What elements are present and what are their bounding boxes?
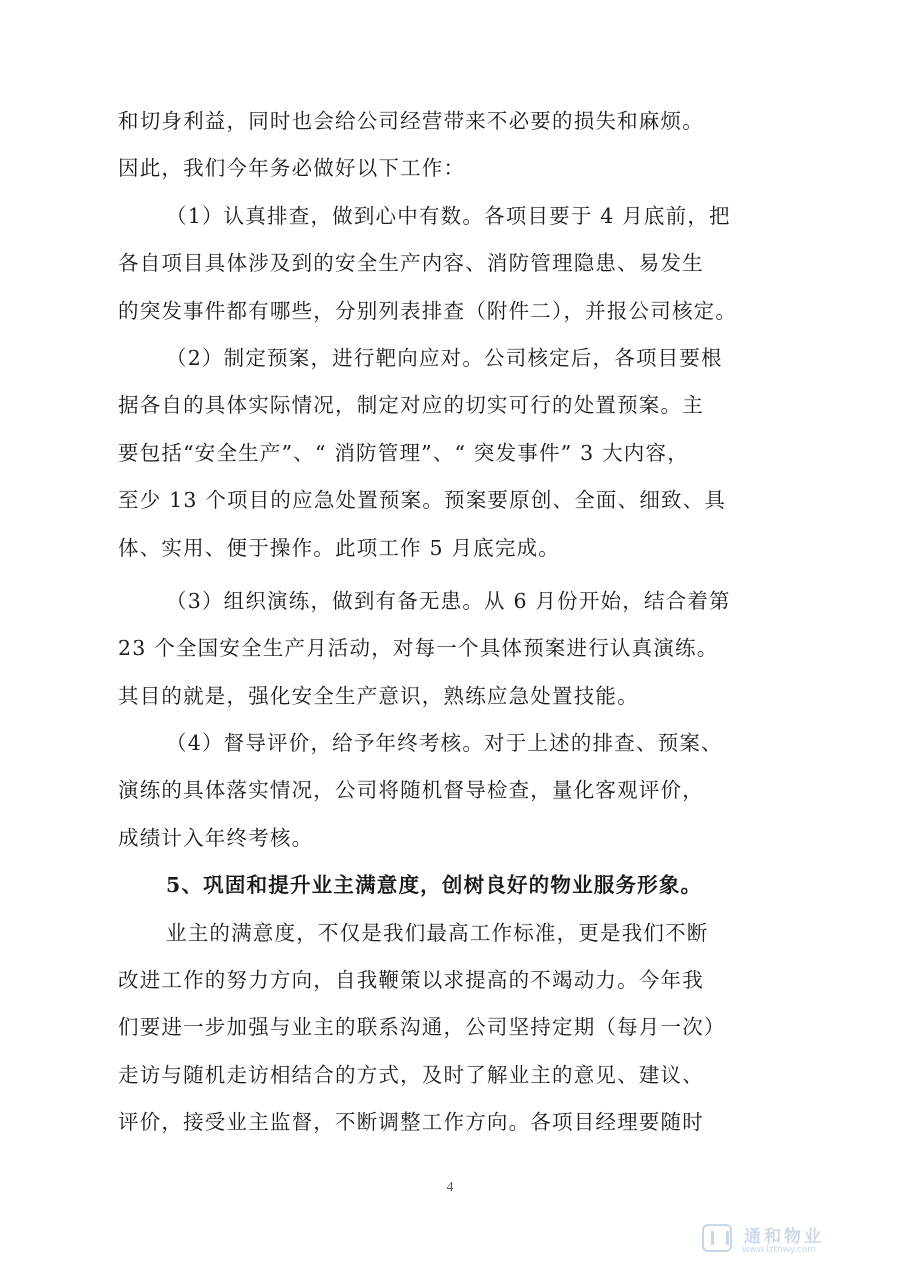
text-line: 要包括“安全生产”、“ 消防管理”、“ 突发事件” 3 大内容， — [118, 440, 689, 465]
watermark — [700, 1220, 890, 1264]
text-line: 因此，我们今年务必做好以下工作： — [118, 156, 466, 181]
item-4-heading-line: （4）督导评价，给予年终考核。对于上述的排查、预案、 — [166, 731, 723, 756]
text-line: 们要进一步加强与业主的联系沟通，公司坚持定期（每月一次） — [118, 1015, 726, 1040]
watermark-url: www.lzthwy.com — [742, 1245, 817, 1255]
text-line: 至少 13 个项目的应急处置预案。预案要原创、全面、细致、具 — [118, 488, 727, 513]
text-line: 走访与随机走访相结合的方式，及时了解业主的意见、建议、 — [118, 1062, 704, 1087]
item-2-heading-line: （2）制定预案，进行靶向应对。公司核定后，各项目要根 — [166, 345, 723, 370]
text-line: 业主的满意度，不仅是我们最高工作标准，更是我们不断 — [166, 920, 709, 945]
text-line: 评价，接受业主监督，不断调整工作方向。各项目经理要随时 — [118, 1110, 704, 1135]
text-line: 演练的具体落实情况，公司将随机督导检查，量化客观评价， — [118, 778, 704, 803]
text-line: 据各自的具体实际情况，制定对应的切实可行的处置预案。主 — [118, 393, 704, 418]
item-3-heading-line: （3）组织演练，做到有备无患。从 6 月份开始，结合着第 — [166, 588, 731, 613]
page-number: 4 — [446, 1180, 454, 1195]
body-text — [118, 98, 782, 1147]
text-line: 各自项目具体涉及到的安全生产内容、消防管理隐患、易发生 — [118, 251, 704, 276]
section-5-heading: 5、巩固和提升业主满意度，创树良好的物业服务形象。 — [166, 873, 703, 898]
watermark-name: 通和物业 — [744, 1227, 824, 1247]
text-line: 和切身利益，同时也会给公司经营带来不必要的损失和麻烦。 — [118, 109, 704, 133]
watermark-logo-icon — [702, 1224, 732, 1252]
text-line: 23 个全国安全生产月活动，对每一个具体预案进行认真演练。 — [118, 636, 719, 661]
text-line: 的突发事件都有哪些，分别列表排查（附件二），并报公司核定。 — [118, 298, 738, 323]
text-line: 成绩计入年终考核。 — [118, 825, 314, 850]
text-line: 改进工作的努力方向，自我鞭策以求提高的不竭动力。今年我 — [118, 968, 704, 993]
text-line: 体、实用、便于操作。此项工作 5 月底完成。 — [118, 535, 560, 560]
text-line: 其目的就是，强化安全生产意识，熟练应急处置技能。 — [118, 683, 639, 708]
item-1-heading-line: （1）认真排查，做到心中有数。各项目要于 4 月底前，把 — [166, 203, 731, 228]
